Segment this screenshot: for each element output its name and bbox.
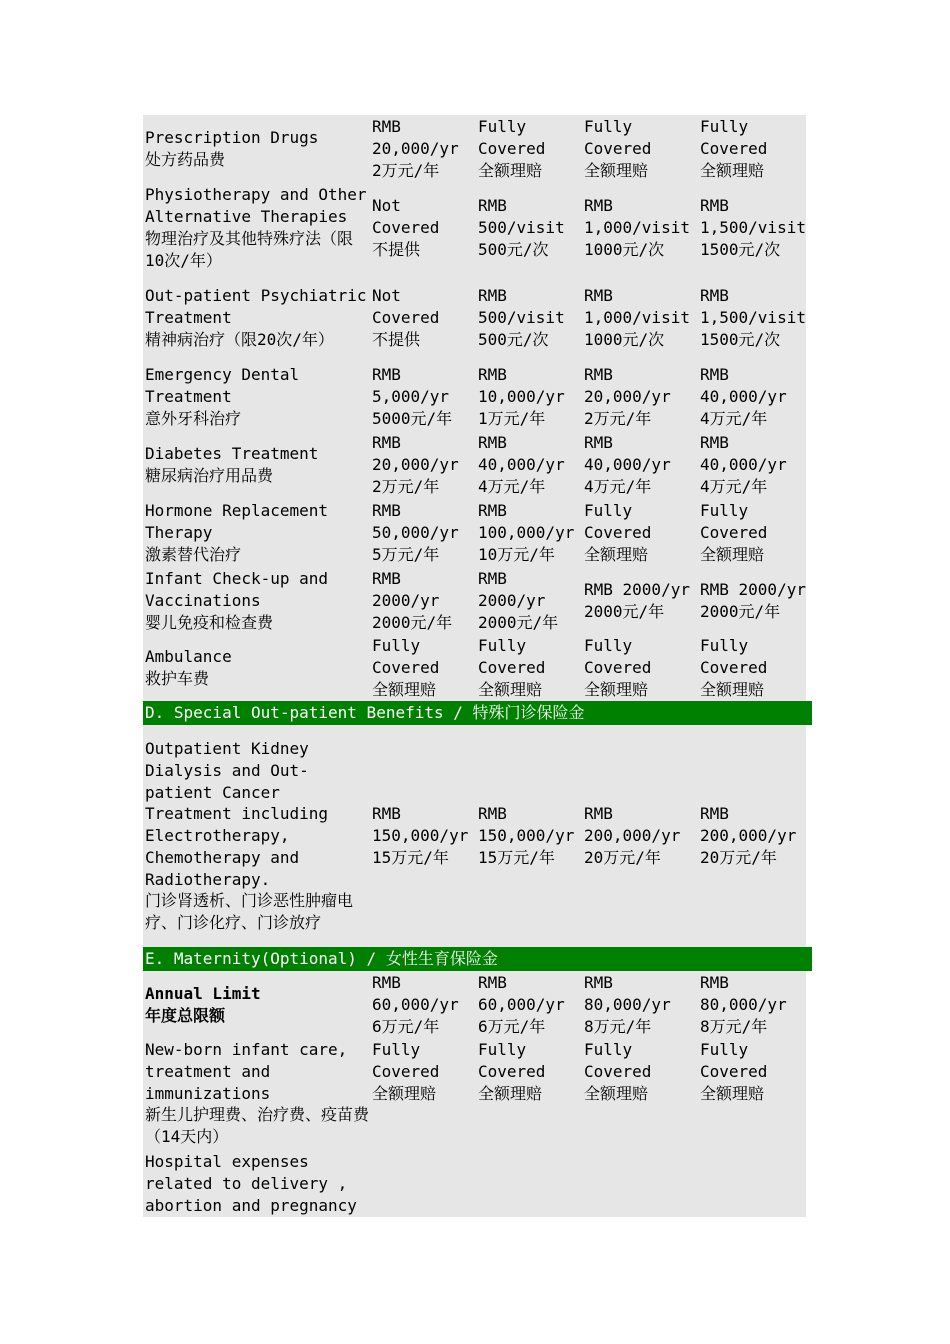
plan-1-value: RMB 20,000/yr 2万元/年: [372, 433, 459, 496]
plan-2-value: Fully Covered 全额理赔: [478, 1040, 546, 1103]
table-row: [143, 635, 812, 701]
plan-4-value: Fully Covered 全额理赔: [700, 117, 768, 180]
table-row: [143, 273, 812, 363]
plan-1-value: Not Covered 不提供: [372, 196, 440, 259]
plan-3-value: RMB 20,000/yr 2万元/年: [584, 365, 671, 428]
plan-3-value: RMB 200,000/yr 20万元/年: [584, 804, 681, 867]
table-row: [143, 1039, 812, 1151]
plan-2-value: RMB 10,000/yr 1万元/年: [478, 365, 565, 428]
table-row: [143, 1151, 812, 1217]
benefit-label: Annual Limit 年度总限额: [145, 984, 261, 1025]
plan-3-value: RMB 80,000/yr 8万元/年: [584, 973, 671, 1036]
plan-1-value: RMB 50,000/yr 5万元/年: [372, 501, 459, 564]
plan-3-value: RMB 2000/yr 2000元/年: [584, 580, 690, 621]
plan-1-value: [370, 1151, 476, 1217]
plan-3-value: Fully Covered 全额理赔: [584, 117, 652, 180]
plan-4-value: RMB 40,000/yr 4万元/年: [700, 365, 787, 428]
plan-4-value: Fully Covered 全额理赔: [700, 1040, 768, 1103]
plan-4-value: Fully Covered 全额理赔: [700, 501, 768, 564]
table-row: [143, 115, 812, 183]
benefit-label: Out-patient Psychiatric Treatment 精神病治疗（限20次/年）: [145, 286, 367, 349]
plan-1-value: RMB 150,000/yr 15万元/年: [372, 804, 469, 867]
section-title: E. Maternity(Optional) / 女性生育保险金: [143, 947, 812, 971]
plan-4-value: Fully Covered 全额理赔: [700, 636, 768, 699]
plan-1-value: RMB 2000/yr 2000元/年: [372, 569, 453, 632]
table-row: [143, 363, 812, 431]
benefit-label: Hospital expenses related to delivery , abortion and pregnancy: [145, 1152, 357, 1215]
plan-3-value: Fully Covered 全额理赔: [584, 501, 652, 564]
plan-3-value: [582, 1151, 698, 1217]
plan-4-value: RMB 2000/yr 2000元/年: [700, 580, 806, 621]
benefit-label: Ambulance 救护车费: [145, 647, 232, 688]
plan-2-value: Fully Covered 全额理赔: [478, 636, 546, 699]
table-row: [143, 499, 812, 567]
section-title: D. Special Out-patient Benefits / 特殊门诊保险金: [143, 701, 812, 725]
plan-2-value: RMB 150,000/yr 15万元/年: [478, 804, 575, 867]
plan-1-value: Not Covered 不提供: [372, 286, 440, 349]
plan-3-value: RMB 1,000/visit 1000元/次: [584, 196, 690, 259]
plan-1-value: Fully Covered 全额理赔: [372, 636, 440, 699]
plan-4-value: [698, 1151, 812, 1217]
plan-4-value: RMB 1,500/visit 1500元/次: [700, 286, 806, 349]
plan-1-value: RMB 5,000/yr 5000元/年: [372, 365, 453, 428]
benefit-label: New-born infant care, treatment and immunizations 新生儿护理费、治疗费、疫苗费（14天内）: [145, 1040, 370, 1147]
plan-4-value: RMB 40,000/yr 4万元/年: [700, 433, 787, 496]
benefit-label: Prescription Drugs 处方药品费: [145, 128, 319, 169]
plan-3-value: Fully Covered 全额理赔: [584, 636, 652, 699]
plan-2-value: RMB 100,000/yr 10万元/年: [478, 501, 575, 564]
table-row: [143, 971, 812, 1039]
plan-4-value: RMB 1,500/visit 1500元/次: [700, 196, 806, 259]
plan-2-value: RMB 60,000/yr 6万元/年: [478, 973, 565, 1036]
plan-2-value: RMB 500/visit 500元/次: [478, 196, 565, 259]
plan-1-value: RMB 20,000/yr 2万元/年: [372, 117, 459, 180]
plan-3-value: Fully Covered 全额理赔: [584, 1040, 652, 1103]
table-row: [143, 567, 812, 635]
table-row: [143, 725, 812, 947]
plan-2-value: RMB 2000/yr 2000元/年: [478, 569, 559, 632]
plan-4-value: RMB 80,000/yr 8万元/年: [700, 973, 787, 1036]
plan-2-value: [476, 1151, 582, 1217]
table-row: [143, 183, 812, 273]
benefit-label: Outpatient Kidney Dialysis and Out-patient Cancer Treatment including Electrotherapy, Chemotherapy and Radiotherapy. 门诊肾透析、门诊恶性肿瘤电疗、门诊化疗、门诊放疗: [145, 738, 354, 933]
table-row: [143, 431, 812, 499]
benefits-table: [143, 115, 806, 1217]
benefit-label: Diabetes Treatment 糖尿病治疗用品费: [145, 444, 319, 485]
benefit-label: Hormone Replacement Therapy 激素替代治疗: [145, 501, 329, 564]
plan-1-value: Fully Covered 全额理赔: [372, 1040, 440, 1103]
section-header-e: [143, 947, 812, 971]
plan-4-value: RMB 200,000/yr 20万元/年: [700, 804, 797, 867]
benefit-label: Physiotherapy and Other Alternative Therapies 物理治疗及其他特殊疗法（限10次/年）: [145, 185, 367, 270]
plan-3-value: RMB 1,000/visit 1000元/次: [584, 286, 690, 349]
benefit-label: Infant Check-up and Vaccinations 婴儿免疫和检查费: [145, 569, 329, 632]
section-header-d: [143, 701, 812, 725]
plan-2-value: RMB 500/visit 500元/次: [478, 286, 565, 349]
plan-2-value: RMB 40,000/yr 4万元/年: [478, 433, 565, 496]
benefit-label: Emergency Dental Treatment 意外牙科治疗: [145, 365, 300, 428]
plan-2-value: Fully Covered 全额理赔: [478, 117, 546, 180]
plan-3-value: RMB 40,000/yr 4万元/年: [584, 433, 671, 496]
plan-1-value: RMB 60,000/yr 6万元/年: [372, 973, 459, 1036]
